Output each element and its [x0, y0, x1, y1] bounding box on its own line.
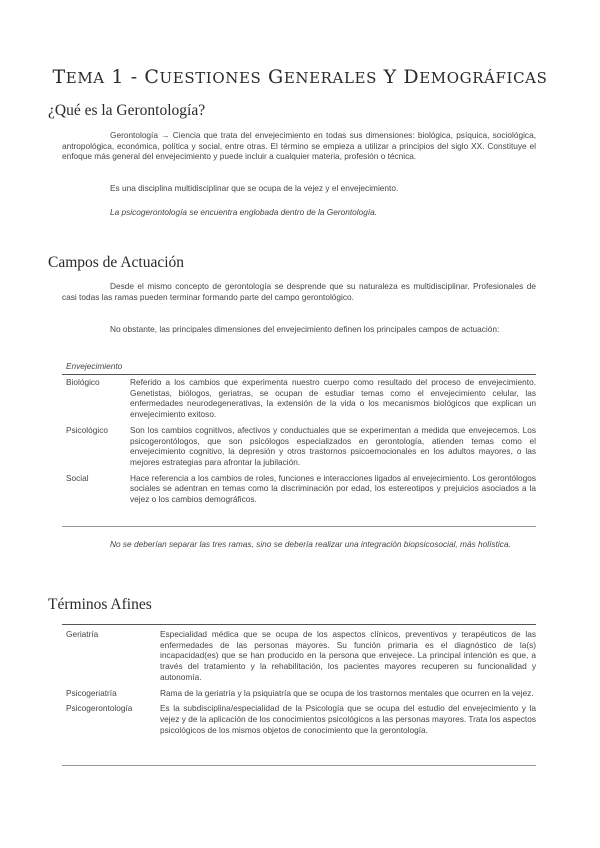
- campos-table: [62, 377, 536, 505]
- table-row: [62, 683, 536, 699]
- section-heading-gerontologia: ¿Qué es la Gerontología?: [48, 102, 206, 119]
- table-row: [62, 629, 536, 683]
- row-desc: Hace referencia a los cambios de roles, funciones e interacciones ligados al envejecimiento. Los gerontólogos sociales se adentran en temas como la discriminación por edad, los estereotipos y prejuicios asociados a la vejez o los cambios demográficos.: [130, 472, 536, 505]
- row-label: Geriatría: [66, 629, 99, 639]
- table-row: [62, 377, 536, 420]
- section-heading-campos: Campos de Actuación: [48, 254, 185, 271]
- row-label: Social: [66, 472, 89, 483]
- paragraph: Gerontología → Ciencia que trata del envejecimiento en todas sus dimensiones: biológica, psíquica, sociológica, antropológica, económica, política y social, entre otras. El término se empieza a utilizar a principios del siglo XX. Constituye el enfoque más general del envejecimiento y puede incluir a cualquier materia, profesión o técnica.: [62, 130, 536, 162]
- row-desc: Referido a los cambios que experimenta nuestro cuerpo como resultado del proceso de envejecimiento. Genetistas, biólogos, geriatras, se ocupan de estudiar temas como el envejecimiento celular, las enfermedades neurodegenerativas, la extensión de la vida o los mecanismos biológicos que explican un envejecimiento exitoso.: [130, 377, 536, 420]
- table-top-rule: [62, 624, 536, 625]
- paragraph: Es una disciplina multidisciplinar que se ocupa de la vejez y el envejecimiento.: [110, 183, 399, 193]
- section-heading-terminos: Términos Afines: [48, 596, 152, 613]
- row-desc: Es la subdisciplina/especialidad de la Psicología que se ocupa del estudio del envejecimiento y la vejez y de la aplicación de los conocimientos psicológicos a las personas mayores. Trata los aspectos psicológicos de los mismos objetos de conocimiento que la gerontología.: [160, 703, 536, 735]
- row-desc: Rama de la geriatría y la psiquiatría que se ocupa de los trastornos mentales que ocurren en la vejez.: [160, 687, 534, 698]
- table-caption: Envejecimiento: [66, 361, 123, 371]
- table-row: [62, 698, 536, 735]
- table-top-rule: [62, 374, 536, 375]
- table-bottom-rule: [62, 526, 536, 527]
- paragraph: Desde el mismo concepto de gerontología se desprende que su naturaleza es multidisciplinar. Profesionales de casi todas las ramas pueden terminar formando parte del campo gerontológico.: [62, 281, 536, 302]
- row-desc: Son los cambios cognitivos, afectivos y conductuales que se experimentan a medida que envejecemos. Los psicogerontólogos, que son psicólogos especializados en gerontología, atienden temas como el envejecimiento cognitivo, la depresión y otros trastornos psicoemocionales en los adultos mayores, o las mejores estrategias para afrontar la jubilación.: [130, 424, 536, 467]
- paragraph-italic: No se deberían separar las tres ramas, sino se debería realizar una integración biopsicosocial, más holística.: [110, 539, 511, 549]
- table-bottom-rule: [62, 765, 536, 766]
- paragraph-italic: La psicogerontología se encuentra englobada dentro de la Gerontología.: [110, 207, 378, 217]
- terminos-table: [62, 629, 536, 735]
- page-title: TEMA 1 - CUESTIONES GENERALES Y DEMOGRÁFICAS: [52, 66, 548, 88]
- row-label: Psicológico: [66, 424, 108, 435]
- table-row: [62, 468, 536, 505]
- row-label: Psicogeriatría: [66, 687, 117, 698]
- row-label: Psicogerontología: [66, 703, 133, 714]
- table-row: [62, 420, 536, 468]
- row-label: Biológico: [66, 377, 100, 387]
- row-desc: Especialidad médica que se ocupa de los aspectos clínicos, preventivos y terapéuticos de las enfermedades de las personas mayores. Su función primaria es el diagnóstico de la(s) incapacidad(es) que se han producido en la persona que envejece. La principal intención es que, a través del tratamiento y la rehabilitación, los pacientes mayores recuperen su funcionalidad y autonomía.: [160, 629, 536, 682]
- paragraph: No obstante, las principales dimensiones del envejecimiento definen los principales campos de actuación:: [110, 324, 500, 334]
